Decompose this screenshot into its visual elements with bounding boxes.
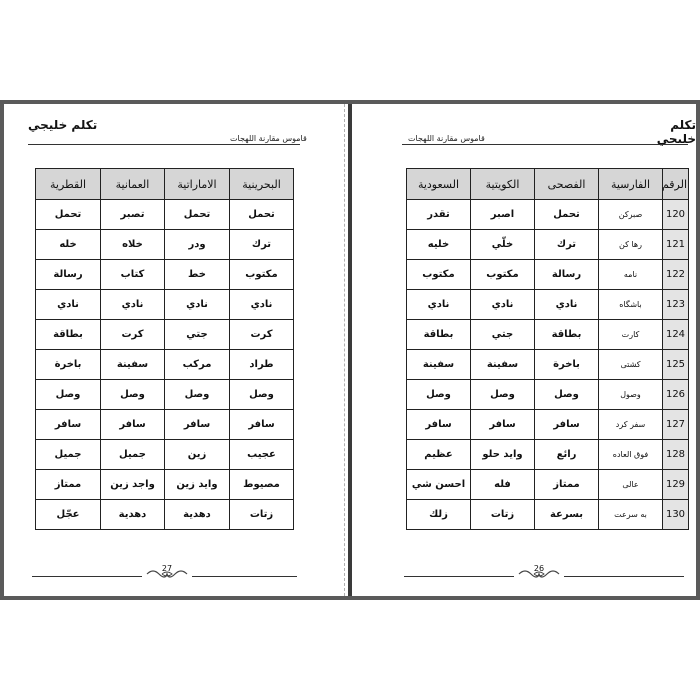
table-cell: ودر	[165, 230, 230, 260]
table-cell: فوق العاده	[599, 440, 663, 470]
table-cell: كتاب	[101, 260, 165, 290]
table-cell: سافر	[165, 410, 230, 440]
table-cell: نادي	[471, 290, 535, 320]
table-cell: جميل	[101, 440, 165, 470]
table-cell: تصبر	[101, 200, 165, 230]
table-cell: وايد زين	[165, 470, 230, 500]
table-cell: رسالة	[36, 260, 101, 290]
table-cell: سفينة	[471, 350, 535, 380]
table-cell: وصل	[471, 380, 535, 410]
table-cell: نادي	[230, 290, 294, 320]
table-row	[407, 500, 689, 530]
left-page	[4, 104, 348, 596]
table-cell: 130	[663, 500, 689, 530]
table-cell: سافر	[230, 410, 294, 440]
table-cell: رها كن	[599, 230, 663, 260]
table-cell: تحمل	[36, 200, 101, 230]
column-header: الاماراتية	[165, 169, 230, 200]
table-row	[36, 470, 294, 500]
footer-rule-left	[404, 576, 514, 577]
left-footer	[32, 566, 297, 582]
table-cell: بطاقة	[535, 320, 599, 350]
table-cell: سفر كرد	[599, 410, 663, 440]
table-cell: وايد حلو	[471, 440, 535, 470]
table-cell: سافر	[471, 410, 535, 440]
table-cell: بسرعة	[535, 500, 599, 530]
left-dialect-table	[35, 168, 294, 530]
table-row	[36, 500, 294, 530]
table-cell: 127	[663, 410, 689, 440]
table-cell: سافر	[101, 410, 165, 440]
table-cell: وصول	[599, 380, 663, 410]
table-cell: مكتوب	[471, 260, 535, 290]
column-header: الكويتية	[471, 169, 535, 200]
table-cell: جتي	[165, 320, 230, 350]
table-cell: ممتاز	[36, 470, 101, 500]
table-row	[36, 230, 294, 260]
table-row	[36, 290, 294, 320]
left-page-number: 27	[161, 564, 173, 573]
table-cell: طراد	[230, 350, 294, 380]
right-footer	[404, 566, 669, 582]
table-cell: بطاقة	[407, 320, 471, 350]
table-cell: سافر	[535, 410, 599, 440]
table-row	[36, 320, 294, 350]
table-cell: جتي	[471, 320, 535, 350]
table-cell: مركب	[165, 350, 230, 380]
table-cell: تحمل	[165, 200, 230, 230]
table-cell: باخرة	[535, 350, 599, 380]
table-cell: كشتى	[599, 350, 663, 380]
column-header: الفارسية	[599, 169, 663, 200]
footer-rule-right	[192, 576, 297, 577]
table-cell: باشگاه	[599, 290, 663, 320]
table-cell: زلك	[407, 500, 471, 530]
table-cell: 126	[663, 380, 689, 410]
table-cell: 120	[663, 200, 689, 230]
table-cell: عجّل	[36, 500, 101, 530]
table-row	[36, 380, 294, 410]
table-cell: سافر	[407, 410, 471, 440]
table-cell: وصل	[407, 380, 471, 410]
table-cell: تحمل	[230, 200, 294, 230]
table-row	[407, 380, 689, 410]
table-cell: زتات	[471, 500, 535, 530]
table-row	[407, 440, 689, 470]
table-cell: مصيوط	[230, 470, 294, 500]
table-cell: دهدية	[101, 500, 165, 530]
table-cell: ترك	[535, 230, 599, 260]
table-cell: نادي	[535, 290, 599, 320]
table-cell: دهدية	[165, 500, 230, 530]
table-row	[36, 410, 294, 440]
table-cell: اصبر	[471, 200, 535, 230]
table-cell: تحمل	[535, 200, 599, 230]
table-cell: كارت	[599, 320, 663, 350]
right-header-title: تكلم خليجي	[656, 118, 696, 146]
column-header: العمانية	[101, 169, 165, 200]
table-cell: عالى	[599, 470, 663, 500]
table-cell: به سرعت	[599, 500, 663, 530]
table-row	[407, 260, 689, 290]
table-cell: تقدر	[407, 200, 471, 230]
table-cell: 128	[663, 440, 689, 470]
table-cell: 125	[663, 350, 689, 380]
table-row	[36, 350, 294, 380]
table-cell: وصل	[165, 380, 230, 410]
footer-rule-left	[32, 576, 142, 577]
footer-rule-right	[564, 576, 684, 577]
table-cell: 129	[663, 470, 689, 500]
table-row	[407, 230, 689, 260]
table-row	[407, 290, 689, 320]
table-cell: 124	[663, 320, 689, 350]
table-cell: خط	[165, 260, 230, 290]
table-cell: وصل	[535, 380, 599, 410]
left-header-subtitle: قاموس مقارنة اللهجات	[230, 134, 307, 143]
column-header: السعودية	[407, 169, 471, 200]
table-row	[36, 440, 294, 470]
table-cell: زين	[165, 440, 230, 470]
table-cell: نادي	[101, 290, 165, 320]
table-cell: نادي	[165, 290, 230, 320]
right-header-subtitle: قاموس مقارنة اللهجات	[408, 134, 485, 143]
table-cell: خلاه	[101, 230, 165, 260]
table-row	[407, 320, 689, 350]
table-cell: عظيم	[407, 440, 471, 470]
table-cell: رسالة	[535, 260, 599, 290]
left-header-rule	[28, 144, 300, 145]
column-header: الرقم	[663, 169, 689, 200]
table-row	[36, 260, 294, 290]
binding-dash-left	[344, 104, 345, 596]
column-header: البحرينية	[230, 169, 294, 200]
table-cell: نامه	[599, 260, 663, 290]
table-cell: عجيب	[230, 440, 294, 470]
table-cell: وصل	[36, 380, 101, 410]
table-row	[407, 350, 689, 380]
table-cell: وصل	[101, 380, 165, 410]
right-dialect-table	[406, 168, 689, 530]
table-cell: 123	[663, 290, 689, 320]
table-cell: باخرة	[36, 350, 101, 380]
table-row	[36, 200, 294, 230]
table-cell: خله	[36, 230, 101, 260]
book-spread	[0, 100, 700, 600]
table-cell: كرت	[230, 320, 294, 350]
table-cell: مكتوب	[407, 260, 471, 290]
table-cell: 121	[663, 230, 689, 260]
table-row	[407, 470, 689, 500]
table-cell: رائع	[535, 440, 599, 470]
table-cell: نادي	[407, 290, 471, 320]
table-row	[407, 200, 689, 230]
column-header: الفصحى	[535, 169, 599, 200]
table-cell: جميل	[36, 440, 101, 470]
table-cell: سافر	[36, 410, 101, 440]
table-cell: 122	[663, 260, 689, 290]
table-cell: ترك	[230, 230, 294, 260]
column-header: القطرية	[36, 169, 101, 200]
table-cell: مكتوب	[230, 260, 294, 290]
table-cell: سفينة	[407, 350, 471, 380]
table-cell: بطاقة	[36, 320, 101, 350]
right-header-rule	[402, 144, 688, 145]
table-cell: صبركن	[599, 200, 663, 230]
right-page-number: 26	[533, 564, 545, 573]
table-cell: خليه	[407, 230, 471, 260]
table-cell: زتات	[230, 500, 294, 530]
table-cell: ممتاز	[535, 470, 599, 500]
table-cell: فله	[471, 470, 535, 500]
table-cell: نادي	[36, 290, 101, 320]
table-cell: واجد زين	[101, 470, 165, 500]
table-cell: خلّي	[471, 230, 535, 260]
table-cell: سفينة	[101, 350, 165, 380]
right-page	[352, 104, 696, 596]
table-cell: كرت	[101, 320, 165, 350]
table-cell: وصل	[230, 380, 294, 410]
table-row	[407, 410, 689, 440]
table-cell: احسن شي	[407, 470, 471, 500]
left-header-title: تكلم خليجي	[28, 118, 98, 132]
